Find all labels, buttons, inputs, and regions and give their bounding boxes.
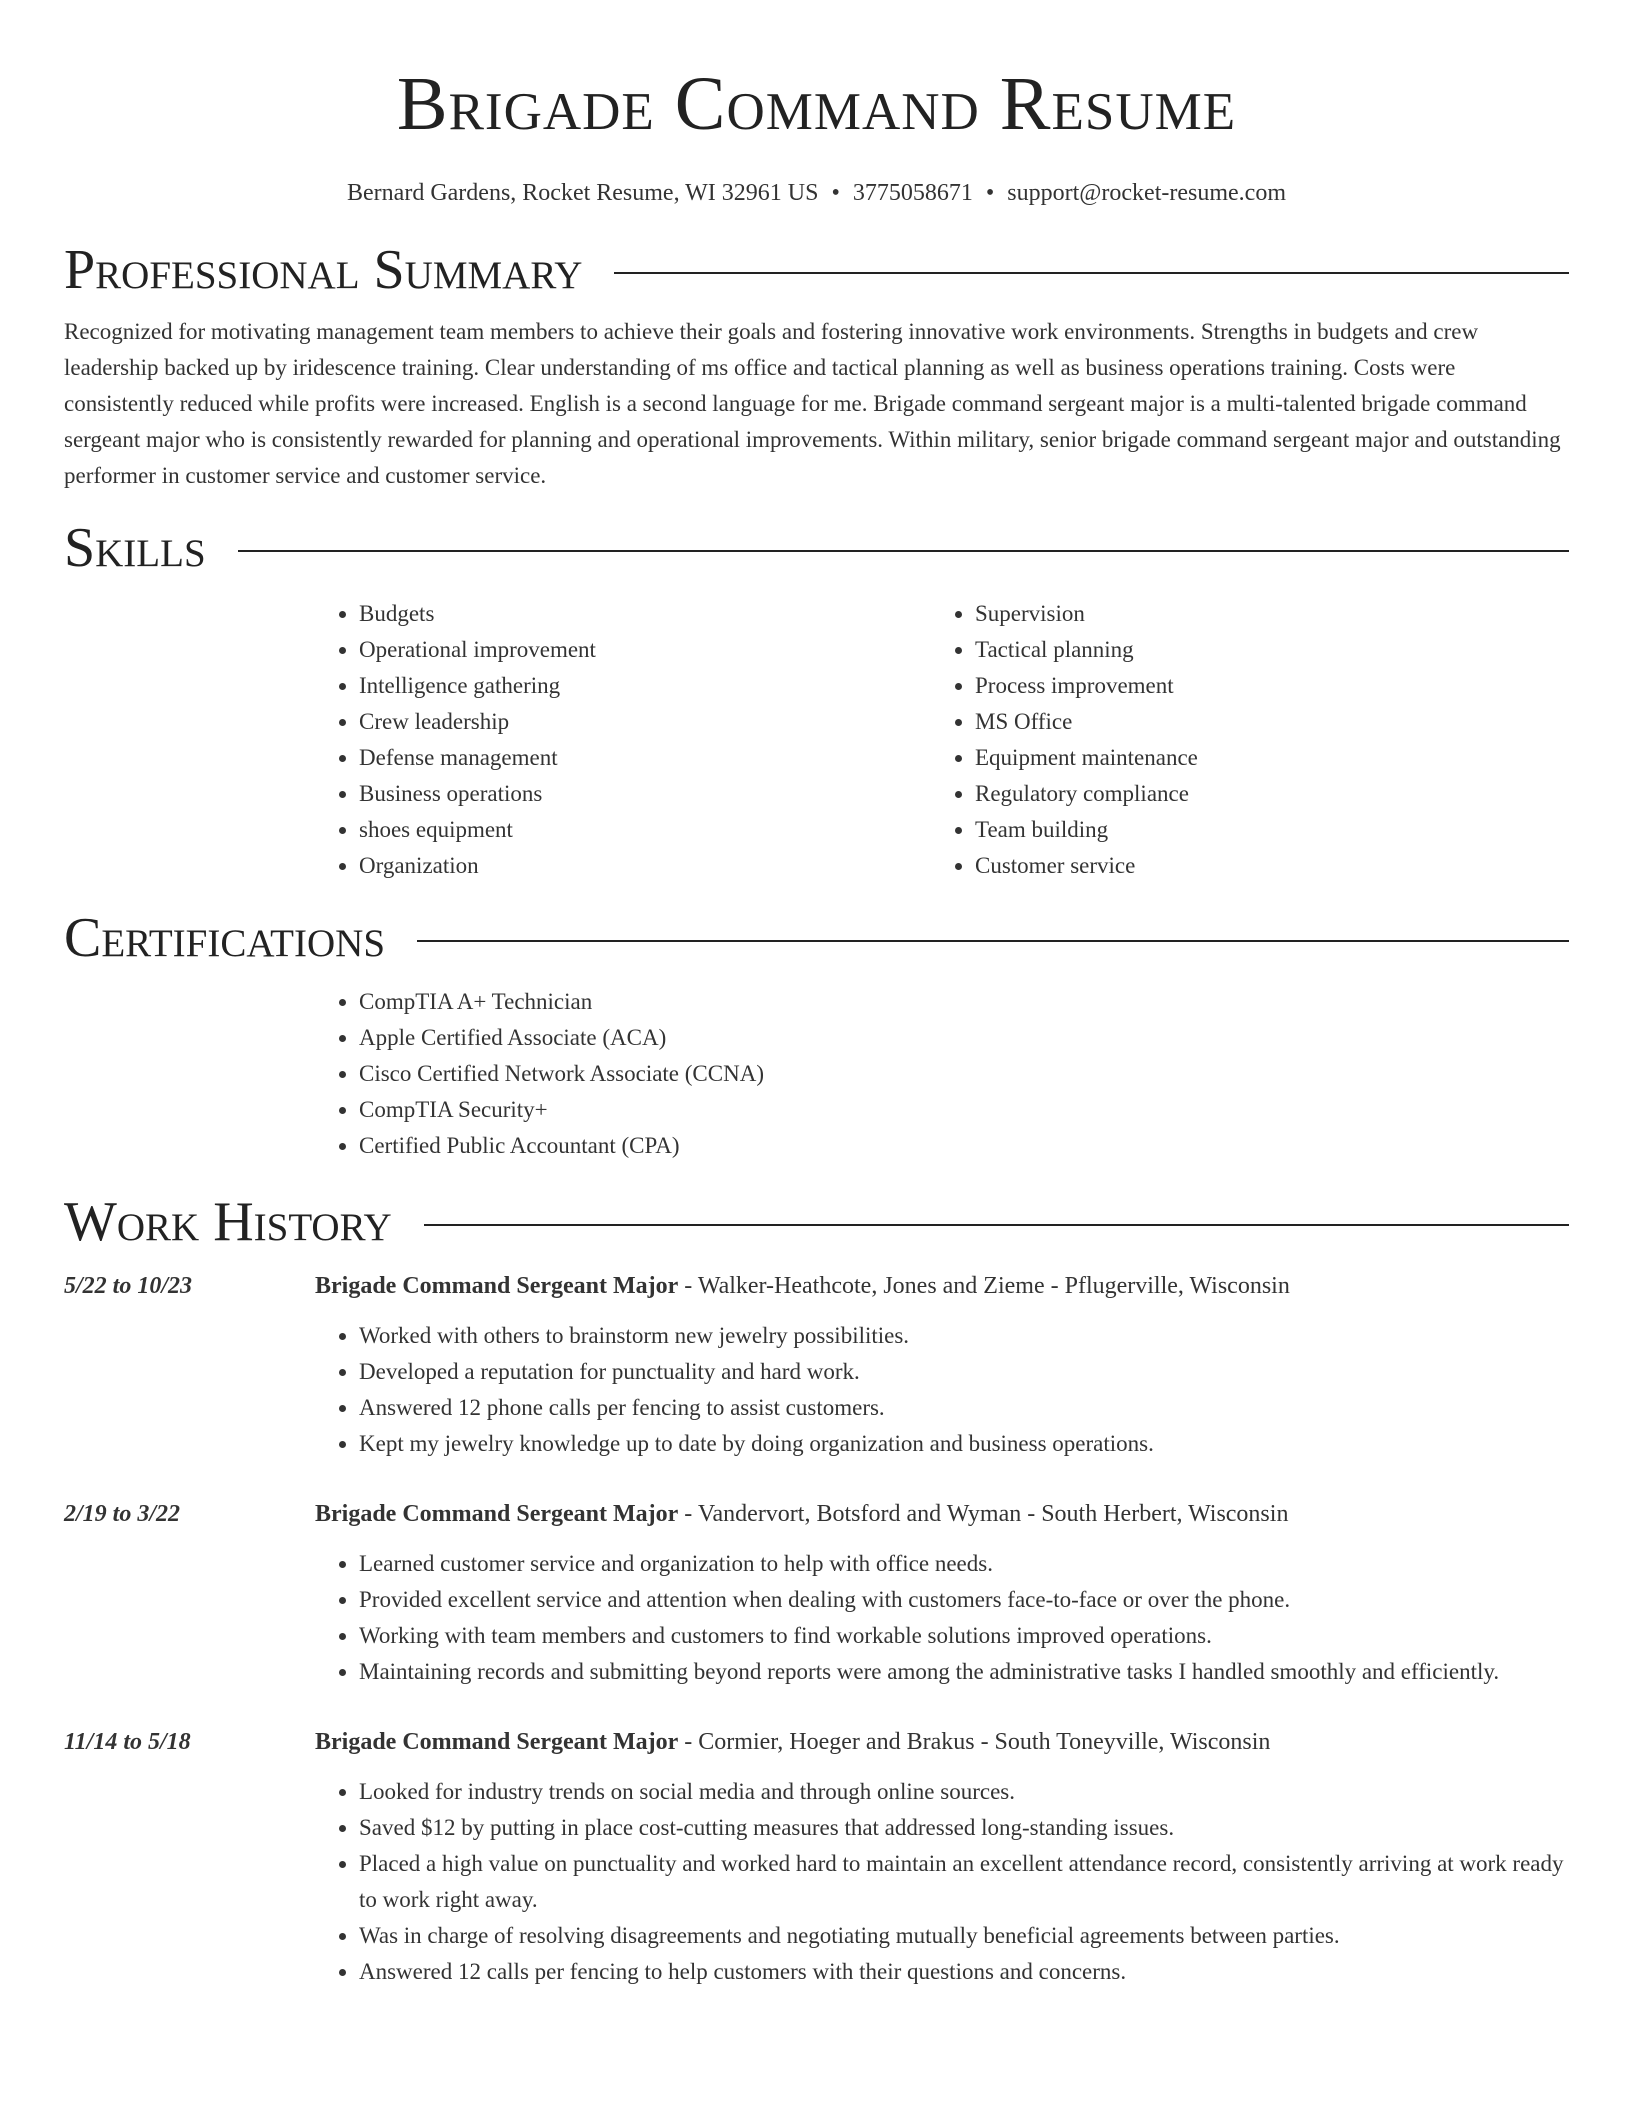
job-role: Brigade Command Sergeant Major xyxy=(315,1729,679,1755)
contact-separator: • xyxy=(985,180,995,206)
job-entry xyxy=(64,1724,1569,1990)
certification-item: • Cisco Certified Network Associate (CCNA) xyxy=(359,1056,1569,1092)
job-bullets xyxy=(315,1546,1569,1690)
section-divider xyxy=(614,272,1569,274)
job-bullet: • Worked with others to brainstorm new jewelry possibilities. xyxy=(359,1318,1569,1354)
job-employer-location: - Cormier, Hoeger and Brakus - South Toneyville, Wisconsin xyxy=(678,1729,1271,1755)
job-bullet: • Looked for industry trends on social media and through online sources. xyxy=(359,1774,1569,1810)
contact-email: support@rocket-resume.com xyxy=(1007,180,1286,206)
skill-item: • shoes equipment xyxy=(359,812,931,848)
skill-item: • Business operations xyxy=(359,776,931,812)
job-dates: 2/19 to 3/22 xyxy=(64,1501,181,1527)
summary-text: Recognized for motivating management team members to achieve their goals and fostering innovative work environments. Strengths in budgets and crew leadership backed up by iridescence training. Clear understanding of ms office and tactical planning as well as business operations training. Costs were consistently reduced while profits were increased. English is a second language for me. Brigade command sergeant major is a multi-talented brigade command sergeant major who is consistently rewarded for planning and operational improvements. Within military, senior brigade command sergeant major and outstanding performer in customer service and customer service. xyxy=(64,319,1561,488)
contact-phone: 3775058671 xyxy=(852,180,973,206)
skill-item: • Process improvement xyxy=(975,668,1547,704)
section-divider xyxy=(417,940,1569,942)
job-heading xyxy=(315,1268,1290,1304)
job-bullet: • Saved $12 by putting in place cost-cutting measures that addressed long-standing issues. xyxy=(359,1810,1569,1846)
skill-item: • Intelligence gathering xyxy=(359,668,931,704)
job-bullet: • Learned customer service and organization to help with office needs. xyxy=(359,1546,1569,1582)
job-header-row xyxy=(64,1268,1569,1304)
job-bullets xyxy=(315,1318,1569,1462)
job-bullet: • Placed a high value on punctuality and worked hard to maintain an excellent attendance record, consistently arriving at work ready to work right away. xyxy=(359,1846,1569,1918)
resume-page xyxy=(64,0,1569,1990)
job-bullet: • Developed a reputation for punctuality and hard work. xyxy=(359,1354,1569,1390)
certification-item: • CompTIA Security+ xyxy=(359,1092,1569,1128)
job-heading xyxy=(315,1496,1288,1532)
contact-address: Bernard Gardens, Rocket Resume, WI 32961 US xyxy=(347,180,819,206)
section-divider xyxy=(424,1224,1569,1226)
job-employer-location: - Walker-Heathcote, Jones and Zieme - Pflugerville, Wisconsin xyxy=(678,1273,1290,1299)
skills-section-title: Skills xyxy=(64,517,206,579)
certification-item: • Apple Certified Associate (ACA) xyxy=(359,1020,1569,1056)
job-entry xyxy=(64,1268,1569,1462)
summary-section-title: Professional Summary xyxy=(64,239,583,301)
skills-column-left xyxy=(315,596,931,884)
skill-item: • Organization xyxy=(359,848,931,884)
certifications-section-title: Certifications xyxy=(64,907,386,969)
skills-section-header xyxy=(64,516,1569,580)
job-entry xyxy=(64,1496,1569,1690)
certifications-list xyxy=(315,984,1569,1164)
job-role: Brigade Command Sergeant Major xyxy=(315,1501,679,1527)
job-bullet: • Answered 12 phone calls per fencing to assist customers. xyxy=(359,1390,1569,1426)
contact-line xyxy=(64,178,1569,208)
skill-item: • Supervision xyxy=(975,596,1547,632)
skill-item: • Regulatory compliance xyxy=(975,776,1547,812)
certification-item: • CompTIA A+ Technician xyxy=(359,984,1569,1020)
certifications-section-header xyxy=(64,906,1569,970)
job-bullet: • Maintaining records and submitting beyond reports were among the administrative tasks I handled smoothly and efficiently. xyxy=(359,1654,1569,1690)
job-bullet: • Provided excellent service and attention when dealing with customers face-to-face or over the phone. xyxy=(359,1582,1569,1618)
contact-separator: • xyxy=(831,180,840,206)
certification-item: • Certified Public Accountant (CPA) xyxy=(359,1128,1569,1164)
job-bullet: • Was in charge of resolving disagreements and negotiating mutually beneficial agreements between parties. xyxy=(359,1918,1569,1954)
work-section-header xyxy=(64,1190,1569,1254)
skill-item: • Operational improvement xyxy=(359,632,931,668)
skill-item: • Crew leadership xyxy=(359,704,931,740)
skill-item: • Team building xyxy=(975,812,1547,848)
job-dates: 5/22 to 10/23 xyxy=(64,1273,193,1299)
skill-item: • Equipment maintenance xyxy=(975,740,1547,776)
job-header-row xyxy=(64,1724,1569,1760)
job-header-row xyxy=(64,1496,1569,1532)
skill-item: • Defense management xyxy=(359,740,931,776)
resume-name: Brigade Command Resume xyxy=(396,62,1237,146)
skill-item: • Budgets xyxy=(359,596,931,632)
job-bullet: • Working with team members and customers to find workable solutions improved operations. xyxy=(359,1618,1569,1654)
skill-item: • MS Office xyxy=(975,704,1547,740)
work-section-title: Work History xyxy=(64,1191,392,1253)
job-role: Brigade Command Sergeant Major xyxy=(315,1273,679,1299)
skills-column-right xyxy=(931,596,1547,884)
job-employer-location: - Vandervort, Botsford and Wyman - South Herbert, Wisconsin xyxy=(678,1501,1289,1527)
job-heading xyxy=(315,1724,1270,1760)
job-dates: 11/14 to 5/18 xyxy=(64,1729,191,1755)
skill-item: • Customer service xyxy=(975,848,1547,884)
job-bullet: • Answered 12 calls per fencing to help customers with their questions and concerns. xyxy=(359,1954,1569,1990)
job-bullet: • Kept my jewelry knowledge up to date by doing organization and business operations. xyxy=(359,1426,1569,1462)
summary-section-header xyxy=(64,238,1569,302)
skills-list xyxy=(315,596,1569,884)
skill-item: • Tactical planning xyxy=(975,632,1547,668)
job-bullets xyxy=(315,1774,1569,1990)
section-divider xyxy=(238,550,1569,552)
